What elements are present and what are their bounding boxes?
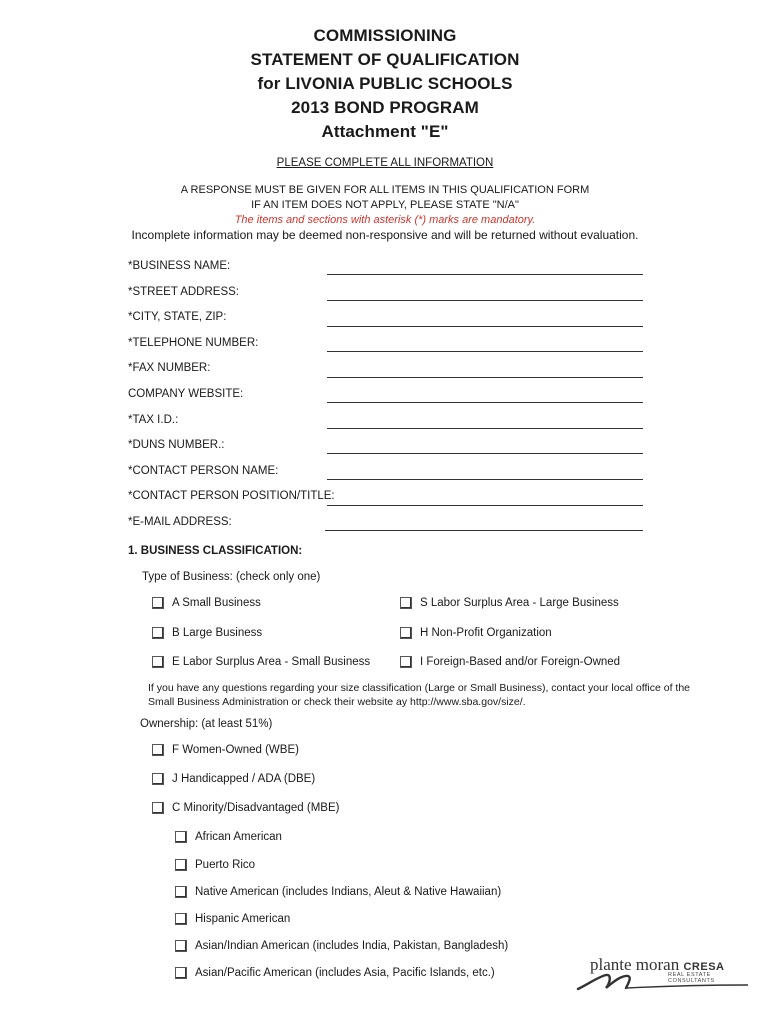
field-label-tax-id: *TAX I.D.: — [128, 414, 179, 426]
minority-option-puerto-rico[interactable] — [175, 859, 255, 871]
minority-option-asian-pacific[interactable] — [175, 967, 495, 979]
checkbox[interactable] — [400, 627, 412, 639]
field-label-contact-name: *CONTACT PERSON NAME: — [128, 465, 279, 477]
title-line-2: STATEMENT OF QUALIFICATION — [250, 50, 520, 69]
duns-input[interactable] — [327, 453, 643, 454]
checkbox[interactable] — [175, 831, 187, 843]
ownership-label: Ownership: (at least 51%) — [140, 718, 273, 730]
checkbox[interactable] — [152, 744, 164, 756]
type-option-label: B Large Business — [172, 627, 263, 639]
field-label-contact-title: *CONTACT PERSON POSITION/TITLE: — [128, 490, 335, 502]
field-label-fax: *FAX NUMBER: — [128, 362, 211, 374]
checkbox[interactable] — [152, 627, 164, 639]
checkbox[interactable] — [175, 913, 187, 925]
minority-option-native-american[interactable] — [175, 886, 501, 898]
minority-option-label: Native American (includes Indians, Aleut & Native Hawaiian) — [195, 886, 502, 898]
please-complete-notice: PLEASE COMPLETE ALL INFORMATION — [276, 157, 494, 169]
field-label-street-address: *STREET ADDRESS: — [128, 286, 239, 298]
ownership-option-label: C Minority/Disadvantaged (MBE) — [172, 802, 340, 814]
street-address-input[interactable] — [327, 300, 643, 301]
type-of-business-label: Type of Business: (check only one) — [142, 571, 321, 583]
business-name-input[interactable] — [327, 274, 643, 275]
checkbox[interactable] — [152, 656, 164, 668]
ownership-option-label: F Women-Owned (WBE) — [172, 744, 299, 756]
type-option-s[interactable] — [400, 597, 619, 609]
incomplete-notice: Incomplete information may be deemed non-responsive and will be returned without evaluation. — [131, 228, 639, 242]
checkbox[interactable] — [175, 859, 187, 871]
type-option-label: E Labor Surplus Area - Small Business — [172, 656, 371, 668]
ownership-option-f[interactable] — [152, 744, 299, 756]
checkbox[interactable] — [152, 597, 164, 609]
checkbox[interactable] — [175, 886, 187, 898]
checkbox[interactable] — [175, 940, 187, 952]
type-option-h[interactable] — [400, 627, 552, 639]
type-option-i[interactable] — [400, 656, 620, 668]
checkbox[interactable] — [152, 773, 164, 785]
fax-input[interactable] — [327, 377, 643, 378]
checkbox[interactable] — [152, 802, 164, 814]
ownership-option-j[interactable] — [152, 773, 315, 785]
field-label-city-state-zip: *CITY, STATE, ZIP: — [128, 311, 227, 323]
field-label-email: *E-MAIL ADDRESS: — [128, 516, 232, 528]
contact-name-input[interactable] — [327, 479, 643, 480]
notice-line-1: A RESPONSE MUST BE GIVEN FOR ALL ITEMS IN THIS QUALIFICATION FORM — [180, 184, 590, 196]
type-option-e[interactable] — [152, 656, 370, 668]
type-option-a[interactable] — [152, 597, 261, 609]
title-line-3: for LIVONIA PUBLIC SCHOOLS — [257, 74, 513, 93]
checkbox[interactable] — [175, 967, 187, 979]
size-classification-info: If you have any questions regarding your size classification (Large or Small Business), contact your local office of the Small Business Administration or check their website ay http://www.sba.gov/size/. — [148, 682, 691, 708]
notice-line-2: IF AN ITEM DOES NOT APPLY, PLEASE STATE "N/A" — [251, 199, 519, 211]
minority-option-african-american[interactable] — [175, 831, 282, 843]
city-state-zip-input[interactable] — [327, 326, 643, 327]
ownership-option-label: J Handicapped / ADA (DBE) — [172, 773, 316, 785]
plante-moran-cresa-logo — [576, 955, 751, 995]
title-line-1: COMMISSIONING — [313, 26, 457, 45]
minority-option-label: African American — [195, 831, 282, 843]
telephone-input[interactable] — [327, 351, 643, 352]
minority-option-asian-indian[interactable] — [175, 940, 508, 952]
title-line-4: 2013 BOND PROGRAM — [291, 98, 479, 117]
field-label-business-name: *BUSINESS NAME: — [128, 260, 231, 272]
ownership-option-c[interactable] — [152, 802, 339, 814]
form-header — [0, 24, 770, 144]
minority-option-label: Asian/Pacific American (includes Asia, Pacific Islands, etc.) — [195, 967, 495, 979]
type-option-label: H Non-Profit Organization — [420, 627, 552, 639]
type-option-label: I Foreign-Based and/or Foreign-Owned — [420, 656, 621, 668]
tax-id-input[interactable] — [327, 428, 643, 429]
minority-option-label: Puerto Rico — [195, 859, 256, 871]
type-option-b[interactable] — [152, 627, 262, 639]
logo-brand: CRESA — [683, 961, 725, 973]
contact-title-input[interactable] — [327, 505, 643, 506]
type-option-label: S Labor Surplus Area - Large Business — [420, 597, 619, 609]
field-label-telephone: *TELEPHONE NUMBER: — [128, 337, 259, 349]
logo-tagline: REAL ESTATE CONSULTANTS — [668, 972, 715, 984]
logo-name: plante moran — [590, 955, 680, 974]
checkbox[interactable] — [400, 656, 412, 668]
minority-option-label: Asian/Indian American (includes India, Pakistan, Bangladesh) — [195, 940, 509, 952]
website-input[interactable] — [327, 402, 643, 403]
field-label-website: COMPANY WEBSITE: — [128, 388, 244, 400]
minority-option-hispanic-american[interactable] — [175, 913, 290, 925]
mandatory-notice: The items and sections with asterisk (*) marks are mandatory. — [234, 214, 536, 226]
field-label-duns: *DUNS NUMBER.: — [128, 439, 225, 451]
section-business-classification: 1. BUSINESS CLASSIFICATION: — [128, 545, 303, 557]
minority-option-label: Hispanic American — [195, 913, 291, 925]
logo-swoosh-icon — [576, 955, 751, 995]
title-line-5: Attachment "E" — [321, 122, 449, 141]
checkbox[interactable] — [400, 597, 412, 609]
type-option-label: A Small Business — [172, 597, 261, 609]
response-notice — [0, 183, 770, 243]
email-input[interactable] — [325, 530, 643, 531]
